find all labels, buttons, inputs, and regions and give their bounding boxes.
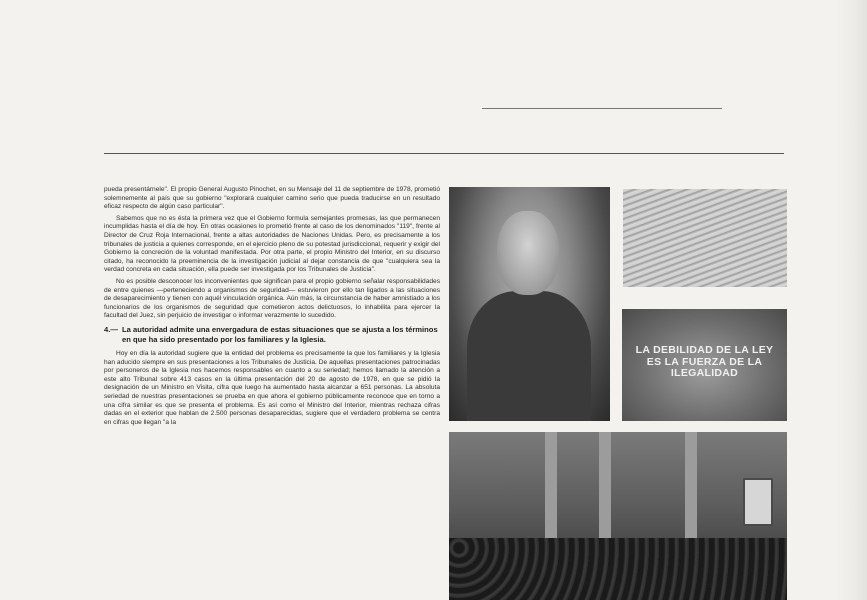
hall-column bbox=[685, 432, 697, 552]
hall-column bbox=[599, 432, 611, 552]
paragraph-4: Hoy en día la autoridad sugiere que la entidad del problema es precisamente la que los familiares y la Iglesia han aducido siempre en sus presentaciones a los Tribunales de Justicia. De aquellas presentaciones patrocinadas por personeros de la Iglesia nos hacemos responsables en cuanto a su seriedad; hemos llamado la atención a este alto Tribunal sobre 413 casos en la última presentación del 20 de agosto de 1978, en que se pidió la designación de un Ministro en Visita, cifra que luego ha aumentado hasta alcanzar a 651 personas. La absoluta seriedad de nuestras presentaciones se prueba en que ahora el gobierno públicamente reconoce que en torno a una cifra similar es que se presenta el problema. Es así como el Ministro del Interior, mientras rechaza cifras dadas en el exterior que hablan de 2.500 personas desaparecidas, sugiere que el verdadero problema se centra en cifras que llegan "a la bbox=[104, 350, 440, 426]
photo-crowd-hall bbox=[449, 432, 787, 600]
paragraph-1: pueda presentárnele". El propio General Augusto Pinochet, en su Mensaje del 11 de septiembre de 1978, prometió solemnemente al país que su gobierno "explorará cualquier camino serio que pueda traducirse en un resultado eficaz respecto de algún caso particular". bbox=[104, 186, 440, 211]
portrait-figure bbox=[467, 291, 591, 421]
section-heading bbox=[104, 325, 440, 344]
header-rule-long bbox=[104, 153, 784, 154]
scan-edge bbox=[835, 0, 867, 600]
hall-crowd bbox=[449, 538, 787, 600]
section-number: 4.— bbox=[104, 324, 118, 334]
photo-portrait bbox=[449, 187, 610, 421]
photo-crowd-overhead bbox=[623, 189, 787, 287]
photo-banner bbox=[622, 309, 787, 421]
body-text-column bbox=[104, 186, 440, 430]
paragraph-3: No es posible desconocer los inconvenientes que significan para el propio gobierno señalar responsabilidades de entre quienes —perteneciendo a organismos de seguridad— estuvieron por ello tan ligados a las situaciones de desaparecimiento y tienen con aquél vinculación orgánica. Aún más, la circunstancia de haber amnistiado a los funcionarios de los organismos de seguridad que cometieron actos delictuosos, lo inhabilita para ejercer la facultad del Juez, sin perjuicio de investigar o informar verazmente lo sucedido. bbox=[104, 277, 440, 320]
section-title: La autoridad admite una envergadura de estas situaciones que se ajusta a los términos en que ha sido presentado por los familiares y la Iglesia. bbox=[122, 324, 438, 344]
portrait-face bbox=[497, 211, 559, 295]
banner-text: LA DEBILIDAD DE LA LEY ES LA FUERZA DE LA ILEGALIDAD bbox=[635, 344, 774, 379]
header-rule-short bbox=[482, 108, 722, 109]
hall-window bbox=[743, 478, 773, 526]
paragraph-2: Sabemos que no es ésta la primera vez que el Gobierno formula semejantes promesas, las que permanecen incumplidas hasta el día de hoy. En otras ocasiones lo prometió frente al caso de los denominados "119", frente al Director de Cruz Roja Internacional, frente a altas autoridades de Naciones Unidas. Pero, es precisamente a los tribunales de justicia a quienes corresponde, en el ejercicio pleno de su potestad jurisdiccional, requerir y exigir del Gobierno la concreción de la voluntad manifestada. Por otra parte, el propio Ministro del Interior, en su discurso citado, ha reconocido la preeminencia de la investigación judicial al dejar constancia de que "cualquiera sea la verdad concreta en cada situación, ella puede ser investigada por los Tribunales de Justicia". bbox=[104, 214, 440, 274]
hall-column bbox=[545, 432, 557, 552]
